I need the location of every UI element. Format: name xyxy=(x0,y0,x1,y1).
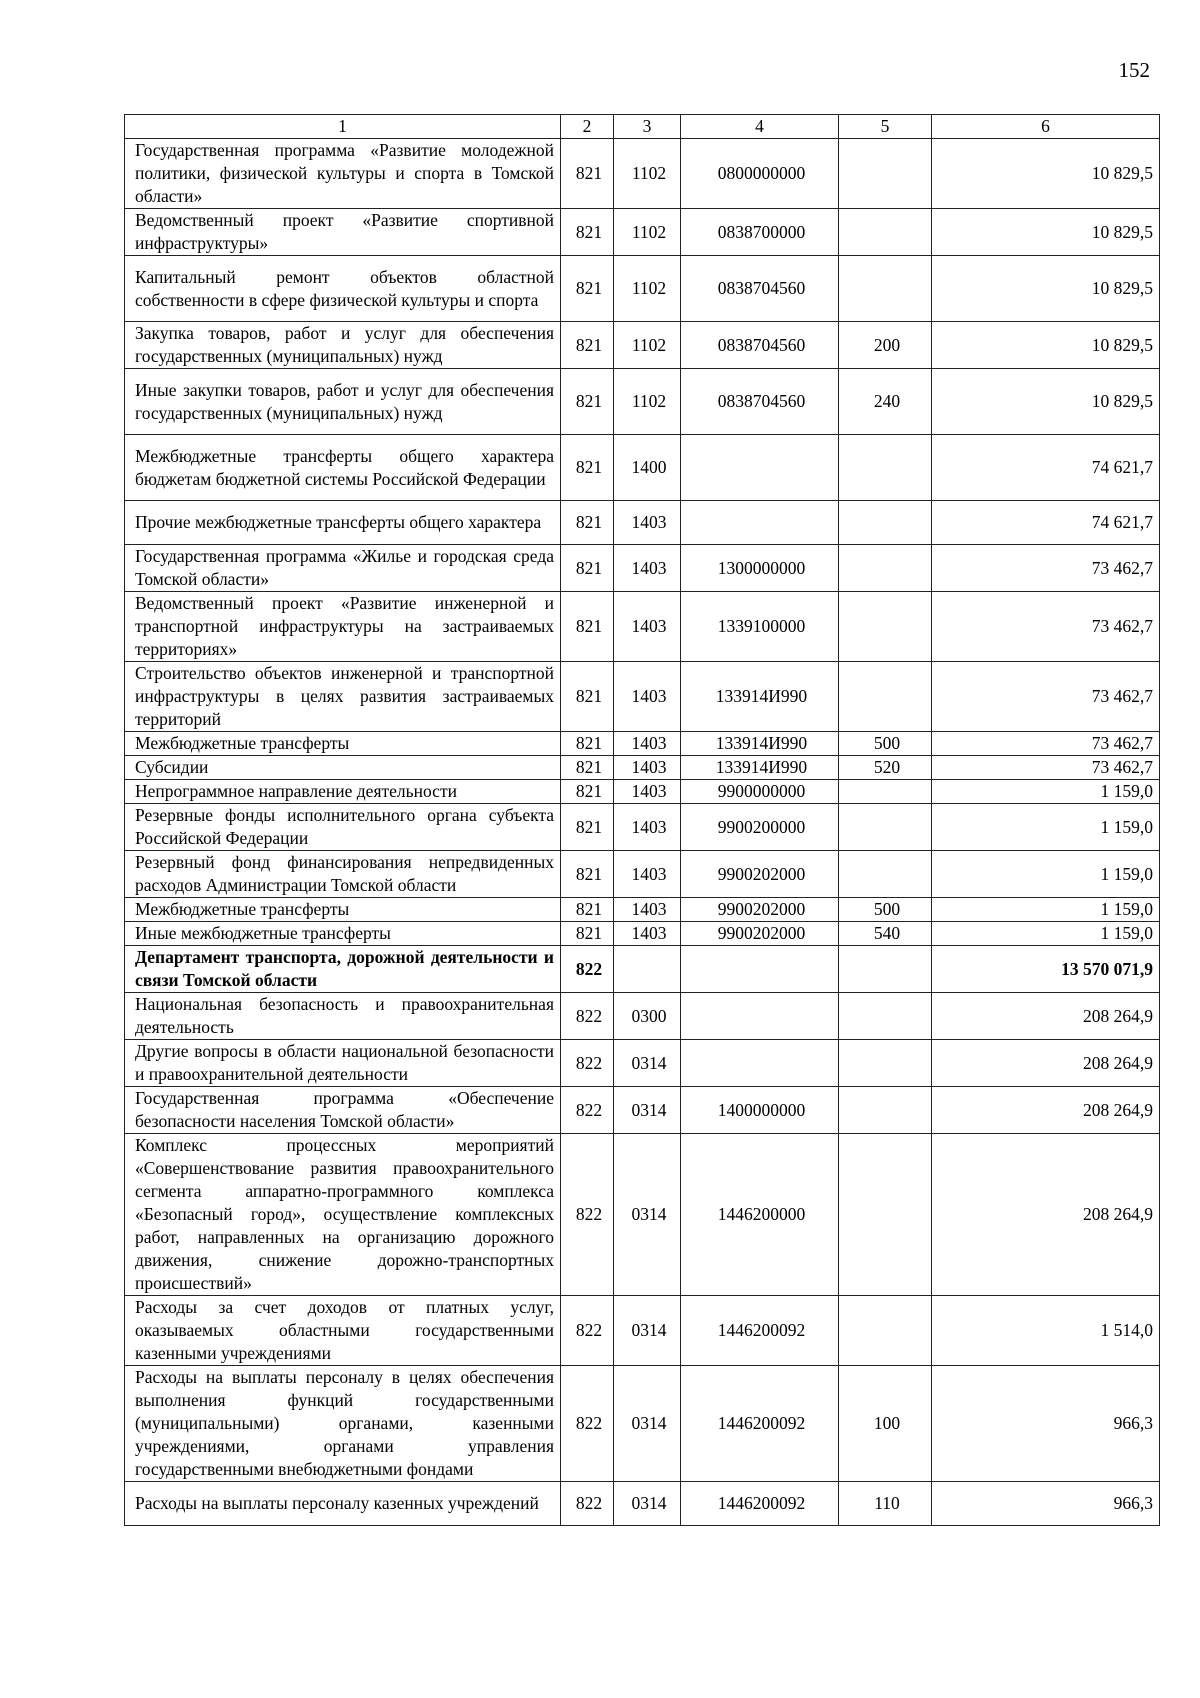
row-code-4: 0838700000 xyxy=(681,209,839,256)
row-amount: 10 829,5 xyxy=(932,209,1160,256)
row-name: Государственная программа «Развитие молодежной политики, физической культуры и спорта в Томской области» xyxy=(125,139,561,209)
column-header: 5 xyxy=(839,115,932,139)
row-name: Капитальный ремонт объектов областной собственности в сфере физической культуры и спорта xyxy=(125,256,561,322)
row-code-2: 821 xyxy=(561,545,614,592)
row-code-5: 100 xyxy=(839,1366,932,1482)
row-code-2: 821 xyxy=(561,435,614,501)
row-code-4: 9900202000 xyxy=(681,851,839,898)
row-code-3: 1403 xyxy=(614,756,681,780)
row-code-5 xyxy=(839,501,932,545)
table-row xyxy=(125,780,1160,804)
row-name: Комплекс процессных мероприятий «Совершенствование развития правоохранительного сегмента аппаратно-программного комплекса «Безопасный город», осуществление комплексных работ, направленных на организацию дорожного движения, снижение дорожно-транспортных происшествий» xyxy=(125,1134,561,1296)
table-row xyxy=(125,1482,1160,1526)
row-name: Иные межбюджетные трансферты xyxy=(125,922,561,946)
table-row xyxy=(125,1296,1160,1366)
row-code-4: 133914И990 xyxy=(681,662,839,732)
row-amount: 74 621,7 xyxy=(932,501,1160,545)
row-code-4: 1339100000 xyxy=(681,592,839,662)
row-code-5 xyxy=(839,256,932,322)
row-code-2: 821 xyxy=(561,256,614,322)
table-row xyxy=(125,592,1160,662)
table-row xyxy=(125,322,1160,369)
row-code-3: 1102 xyxy=(614,322,681,369)
row-code-4: 1446200092 xyxy=(681,1366,839,1482)
column-header: 1 xyxy=(125,115,561,139)
table-row xyxy=(125,804,1160,851)
row-code-3: 0314 xyxy=(614,1040,681,1087)
table-row xyxy=(125,435,1160,501)
row-amount: 73 462,7 xyxy=(932,592,1160,662)
row-code-5: 240 xyxy=(839,369,932,435)
row-code-5 xyxy=(839,804,932,851)
row-code-4: 133914И990 xyxy=(681,732,839,756)
row-code-4 xyxy=(681,435,839,501)
column-header: 3 xyxy=(614,115,681,139)
row-code-5 xyxy=(839,139,932,209)
column-header: 2 xyxy=(561,115,614,139)
table-row xyxy=(125,756,1160,780)
row-amount: 1 159,0 xyxy=(932,922,1160,946)
row-amount: 73 462,7 xyxy=(932,732,1160,756)
row-code-3: 1403 xyxy=(614,922,681,946)
table-row xyxy=(125,1366,1160,1482)
row-name: Другие вопросы в области национальной безопасности и правоохранительной деятельности xyxy=(125,1040,561,1087)
row-name: Государственная программа «Жилье и городская среда Томской области» xyxy=(125,545,561,592)
row-code-2: 821 xyxy=(561,139,614,209)
row-amount: 73 462,7 xyxy=(932,662,1160,732)
row-code-2: 821 xyxy=(561,209,614,256)
row-code-5 xyxy=(839,993,932,1040)
row-amount: 208 264,9 xyxy=(932,993,1160,1040)
row-code-2: 821 xyxy=(561,322,614,369)
row-code-2: 821 xyxy=(561,922,614,946)
table-row xyxy=(125,946,1160,993)
table-row xyxy=(125,922,1160,946)
row-amount: 208 264,9 xyxy=(932,1134,1160,1296)
row-name: Департамент транспорта, дорожной деятельности и связи Томской области xyxy=(125,946,561,993)
row-code-5 xyxy=(839,209,932,256)
table-row xyxy=(125,1040,1160,1087)
row-name: Непрограммное направление деятельности xyxy=(125,780,561,804)
row-name: Расходы за счет доходов от платных услуг, оказываемых областными государственными казенными учреждениями xyxy=(125,1296,561,1366)
row-code-2: 821 xyxy=(561,898,614,922)
row-code-2: 821 xyxy=(561,780,614,804)
row-code-4: 1446200092 xyxy=(681,1482,839,1526)
row-code-3: 1400 xyxy=(614,435,681,501)
row-code-2: 822 xyxy=(561,1087,614,1134)
row-code-3: 1102 xyxy=(614,369,681,435)
row-code-2: 821 xyxy=(561,851,614,898)
row-name: Расходы на выплаты персоналу в целях обеспечения выполнения функций государственными (муниципальными) органами, казенными учреждениями, органами управления государственными внебюджетными фондами xyxy=(125,1366,561,1482)
row-code-3: 1403 xyxy=(614,501,681,545)
row-amount: 10 829,5 xyxy=(932,256,1160,322)
row-name: Ведомственный проект «Развитие инженерной и транспортной инфраструктуры на застраиваемых территориях» xyxy=(125,592,561,662)
row-code-5: 540 xyxy=(839,922,932,946)
row-code-5 xyxy=(839,1040,932,1087)
row-code-5 xyxy=(839,592,932,662)
row-code-3: 0314 xyxy=(614,1296,681,1366)
row-code-4: 9900202000 xyxy=(681,922,839,946)
row-name: Субсидии xyxy=(125,756,561,780)
row-code-2: 822 xyxy=(561,946,614,993)
row-amount: 208 264,9 xyxy=(932,1087,1160,1134)
row-code-4: 0838704560 xyxy=(681,256,839,322)
row-code-4: 1446200092 xyxy=(681,1296,839,1366)
row-code-3 xyxy=(614,946,681,993)
table-row xyxy=(125,993,1160,1040)
row-code-3: 1102 xyxy=(614,209,681,256)
row-name: Расходы на выплаты персоналу казенных учреждений xyxy=(125,1482,561,1526)
row-amount: 1 159,0 xyxy=(932,898,1160,922)
row-amount: 1 514,0 xyxy=(932,1296,1160,1366)
row-code-2: 821 xyxy=(561,501,614,545)
row-amount: 74 621,7 xyxy=(932,435,1160,501)
row-code-3: 1403 xyxy=(614,592,681,662)
row-code-3: 1102 xyxy=(614,256,681,322)
column-header: 6 xyxy=(932,115,1160,139)
row-code-5 xyxy=(839,780,932,804)
row-code-2: 821 xyxy=(561,662,614,732)
row-code-2: 821 xyxy=(561,592,614,662)
row-code-2: 822 xyxy=(561,993,614,1040)
table-row xyxy=(125,256,1160,322)
table-row xyxy=(125,662,1160,732)
row-amount: 1 159,0 xyxy=(932,804,1160,851)
row-name: Закупка товаров, работ и услуг для обеспечения государственных (муниципальных) нужд xyxy=(125,322,561,369)
row-code-3: 1403 xyxy=(614,780,681,804)
row-code-2: 821 xyxy=(561,756,614,780)
row-code-4: 0838704560 xyxy=(681,322,839,369)
table-row xyxy=(125,545,1160,592)
row-code-3: 1403 xyxy=(614,804,681,851)
row-amount: 73 462,7 xyxy=(932,545,1160,592)
row-amount: 10 829,5 xyxy=(932,322,1160,369)
row-code-4: 1400000000 xyxy=(681,1087,839,1134)
row-code-3: 0314 xyxy=(614,1366,681,1482)
row-code-4 xyxy=(681,501,839,545)
column-header: 4 xyxy=(681,115,839,139)
row-name: Иные закупки товаров, работ и услуг для обеспечения государственных (муниципальных) нужд xyxy=(125,369,561,435)
row-code-2: 822 xyxy=(561,1296,614,1366)
row-code-3: 1102 xyxy=(614,139,681,209)
row-code-5 xyxy=(839,662,932,732)
row-code-2: 822 xyxy=(561,1482,614,1526)
row-amount: 1 159,0 xyxy=(932,780,1160,804)
row-name: Ведомственный проект «Развитие спортивной инфраструктуры» xyxy=(125,209,561,256)
row-name: Межбюджетные трансферты общего характера бюджетам бюджетной системы Российской Федерации xyxy=(125,435,561,501)
table-row xyxy=(125,209,1160,256)
table-row xyxy=(125,1087,1160,1134)
row-code-3: 0314 xyxy=(614,1087,681,1134)
row-amount: 208 264,9 xyxy=(932,1040,1160,1087)
table-row xyxy=(125,898,1160,922)
row-code-3: 0314 xyxy=(614,1482,681,1526)
table-row xyxy=(125,851,1160,898)
row-name: Межбюджетные трансферты xyxy=(125,898,561,922)
row-code-4: 133914И990 xyxy=(681,756,839,780)
row-code-5 xyxy=(839,435,932,501)
row-code-4: 1300000000 xyxy=(681,545,839,592)
budget-table xyxy=(124,114,1160,1526)
row-code-2: 821 xyxy=(561,732,614,756)
row-code-4: 0800000000 xyxy=(681,139,839,209)
row-code-5 xyxy=(839,1296,932,1366)
row-code-4: 0838704560 xyxy=(681,369,839,435)
table-row xyxy=(125,732,1160,756)
table-row xyxy=(125,501,1160,545)
row-code-5 xyxy=(839,1134,932,1296)
row-amount: 1 159,0 xyxy=(932,851,1160,898)
row-code-4 xyxy=(681,946,839,993)
row-code-4: 9900200000 xyxy=(681,804,839,851)
row-code-5 xyxy=(839,1087,932,1134)
row-amount: 966,3 xyxy=(932,1366,1160,1482)
row-amount: 13 570 071,9 xyxy=(932,946,1160,993)
table-row xyxy=(125,1134,1160,1296)
row-code-3: 0314 xyxy=(614,1134,681,1296)
row-amount: 966,3 xyxy=(932,1482,1160,1526)
row-code-3: 1403 xyxy=(614,851,681,898)
row-name: Национальная безопасность и правоохранительная деятельность xyxy=(125,993,561,1040)
row-code-5: 520 xyxy=(839,756,932,780)
row-code-5 xyxy=(839,851,932,898)
row-code-2: 822 xyxy=(561,1040,614,1087)
row-code-3: 1403 xyxy=(614,898,681,922)
row-code-5 xyxy=(839,946,932,993)
row-code-2: 822 xyxy=(561,1366,614,1482)
row-name: Межбюджетные трансферты xyxy=(125,732,561,756)
row-code-4: 9900202000 xyxy=(681,898,839,922)
row-code-3: 1403 xyxy=(614,545,681,592)
page-number: 152 xyxy=(1118,58,1150,82)
row-code-4: 9900000000 xyxy=(681,780,839,804)
row-code-4 xyxy=(681,993,839,1040)
row-code-3: 1403 xyxy=(614,662,681,732)
row-code-5: 110 xyxy=(839,1482,932,1526)
row-name: Государственная программа «Обеспечение безопасности населения Томской области» xyxy=(125,1087,561,1134)
row-amount: 10 829,5 xyxy=(932,369,1160,435)
row-code-5: 500 xyxy=(839,898,932,922)
table-row xyxy=(125,369,1160,435)
table-body xyxy=(125,139,1160,1526)
row-code-5 xyxy=(839,545,932,592)
row-code-4: 1446200000 xyxy=(681,1134,839,1296)
row-amount: 73 462,7 xyxy=(932,756,1160,780)
row-code-3: 1403 xyxy=(614,732,681,756)
row-amount: 10 829,5 xyxy=(932,139,1160,209)
table-row xyxy=(125,139,1160,209)
header-row xyxy=(125,115,1160,139)
row-name: Резервные фонды исполнительного органа субъекта Российской Федерации xyxy=(125,804,561,851)
row-code-5: 500 xyxy=(839,732,932,756)
row-name: Резервный фонд финансирования непредвиденных расходов Администрации Томской области xyxy=(125,851,561,898)
row-code-4 xyxy=(681,1040,839,1087)
row-code-5: 200 xyxy=(839,322,932,369)
row-name: Строительство объектов инженерной и транспортной инфраструктуры в целях развития застраиваемых территорий xyxy=(125,662,561,732)
row-code-2: 821 xyxy=(561,804,614,851)
row-name: Прочие межбюджетные трансферты общего характера xyxy=(125,501,561,545)
row-code-2: 821 xyxy=(561,369,614,435)
row-code-3: 0300 xyxy=(614,993,681,1040)
row-code-2: 822 xyxy=(561,1134,614,1296)
